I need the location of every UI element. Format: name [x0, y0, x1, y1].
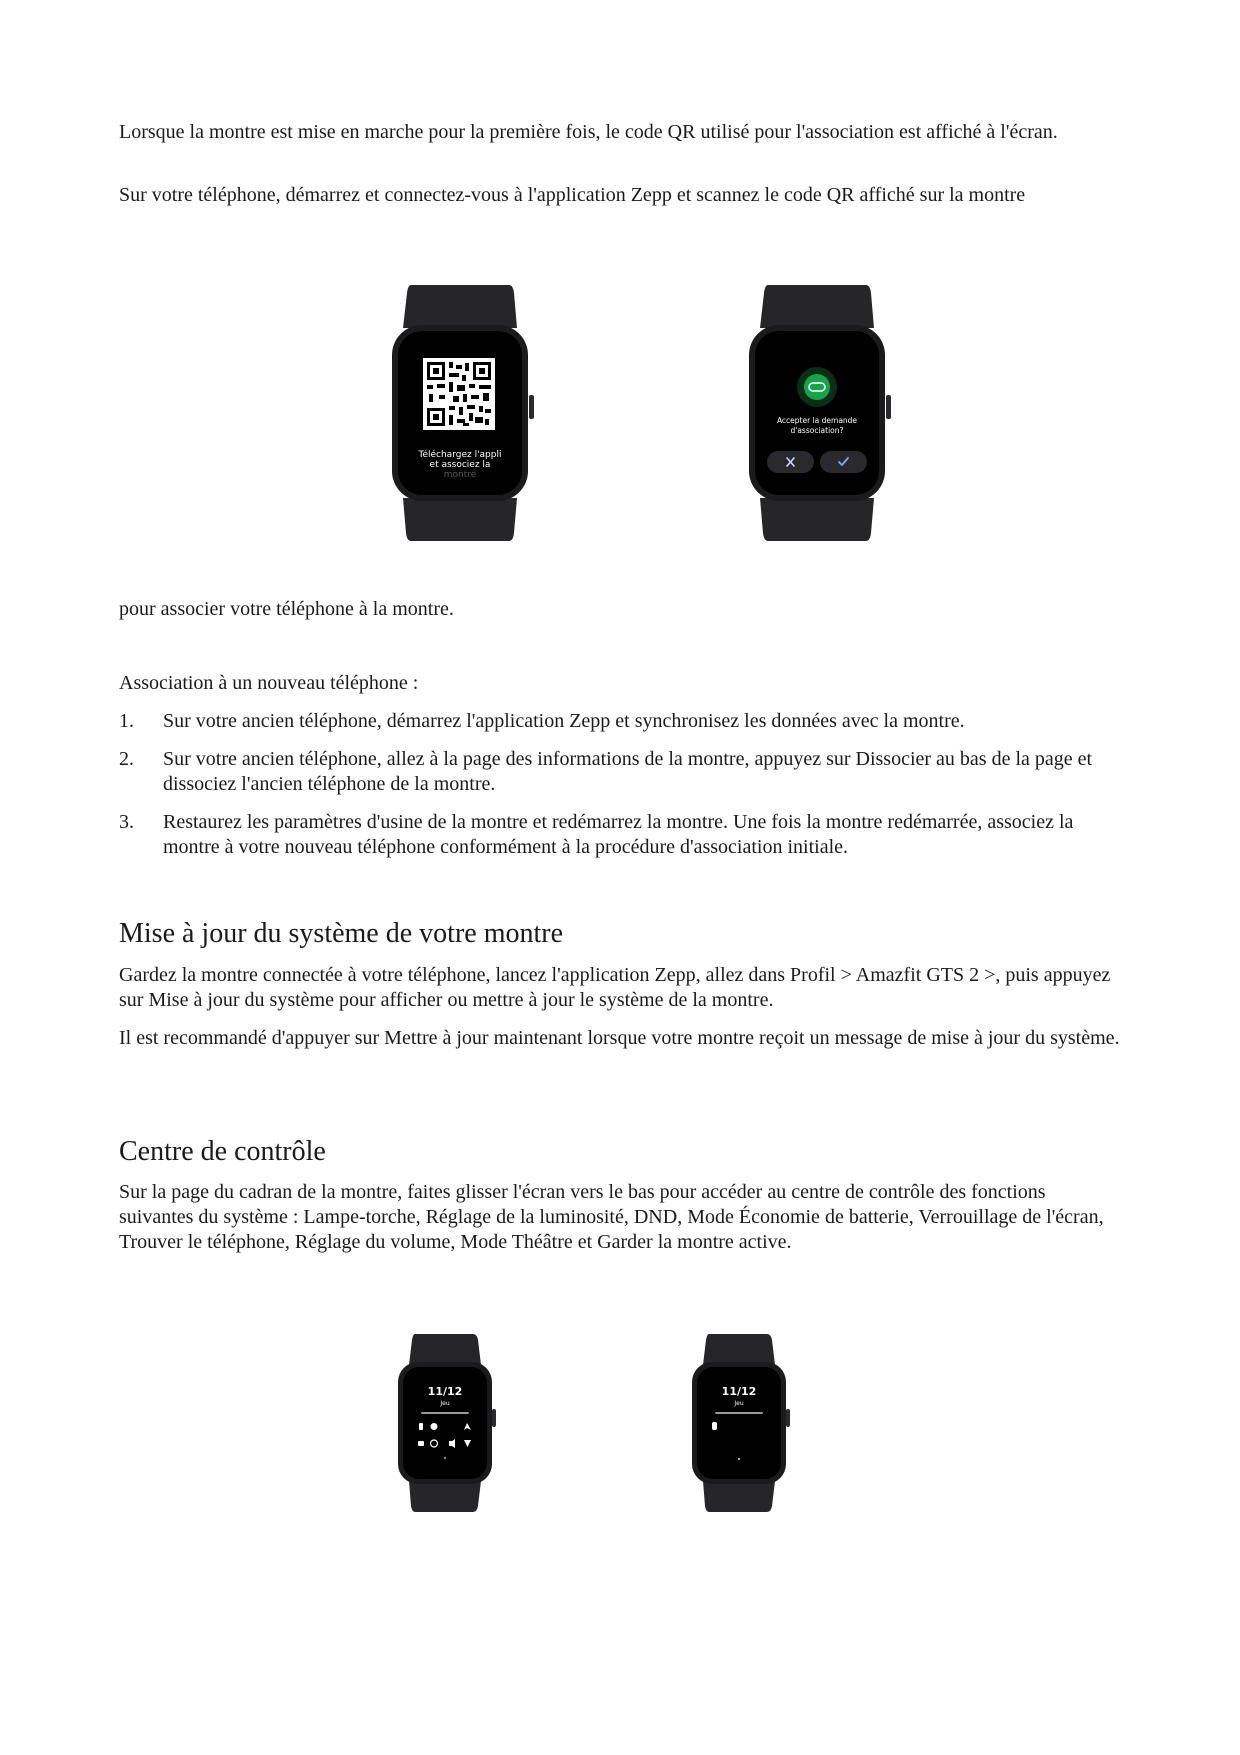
control-paragraph-1: Sur la page du cadran de la montre, faites glisser l'écran vers le bas pour accéder au centre de contrôle des fonctions suivantes du système : Lampe-torche, Réglage de la luminosité, DND, Mode Économie de batterie, Verrouillage de l'écran, Trouver le téléphone, Réglage du volume, Mode Théâtre et Garder la montre active. — [119, 1181, 1104, 1253]
list-item-number: 3. — [119, 811, 134, 833]
watch-qr-line-1: Téléchargez l'appli — [418, 450, 502, 460]
update-heading: Mise à jour du système de votre montre — [119, 918, 564, 949]
watch-face-day: Jeu — [734, 1400, 744, 1407]
watch-face-figure — [689, 1333, 791, 1513]
list-item-number: 1. — [119, 710, 134, 732]
update-paragraph-2: Il est recommandé d'appuyer sur Mettre à jour maintenant lorsque votre montre reçoit un message de mise à jour du système. — [119, 1027, 1120, 1049]
watch-face-date: 11/12 — [721, 1385, 757, 1398]
watch-accept-figure — [740, 283, 910, 543]
watch-qr-figure — [383, 283, 553, 543]
watch-control-day: Jeu — [440, 1400, 450, 1407]
watch-accept-line-2: d'association? — [790, 426, 844, 435]
list-item-text: Restaurez les paramètres d'usine de la montre et redémarrez la montre. Une fois la montre redémarrée, associez la montre à votre nouveau téléphone conformément à la procédure d'association initiale. — [163, 811, 1074, 858]
watch-control-date: 11/12 — [427, 1385, 463, 1398]
new-phone-title: Association à un nouveau téléphone : — [119, 672, 419, 694]
control-heading: Centre de contrôle — [119, 1136, 326, 1167]
watch-qr-line-2: et associez la — [429, 460, 491, 470]
list-item-text: Sur votre ancien téléphone, démarrez l'application Zepp et synchronisez les données avec la montre. — [163, 710, 965, 732]
lock-icon[interactable] — [418, 1441, 424, 1446]
watch-qr-line-3: montre — [443, 470, 477, 480]
intro-paragraph-2: Sur votre téléphone, démarrez et connectez-vous à l'application Zepp et scannez le code QR affiché sur la montre — [119, 184, 1026, 206]
brightness-icon[interactable] — [431, 1423, 438, 1430]
watch-control-center-figure — [395, 1333, 497, 1513]
list-item-text: Sur votre ancien téléphone, allez à la page des informations de la montre, appuyez sur Dissocier au bas de la page et dissociez l'ancien téléphone de la montre. — [163, 748, 1093, 795]
watch-accept-line-1: Accepter la demande — [776, 416, 858, 425]
flashlight-icon[interactable] — [419, 1423, 423, 1430]
update-paragraph-1: Gardez la montre connectée à votre téléphone, lancez l'application Zepp, allez dans Profil > Amazfit GTS 2 >, puis appuyez sur Mise à jour du système pour afficher ou mettre à jour le système de la montre. — [119, 964, 1111, 1011]
intro-paragraph-1: Lorsque la montre est mise en marche pour la première fois, le code QR utilisé pour l'association est affiché à l'écran. — [119, 121, 1058, 143]
flashlight-icon — [712, 1422, 717, 1430]
list-item-number: 2. — [119, 748, 134, 770]
intro-paragraph-3: pour associer votre téléphone à la montre. — [119, 598, 454, 620]
